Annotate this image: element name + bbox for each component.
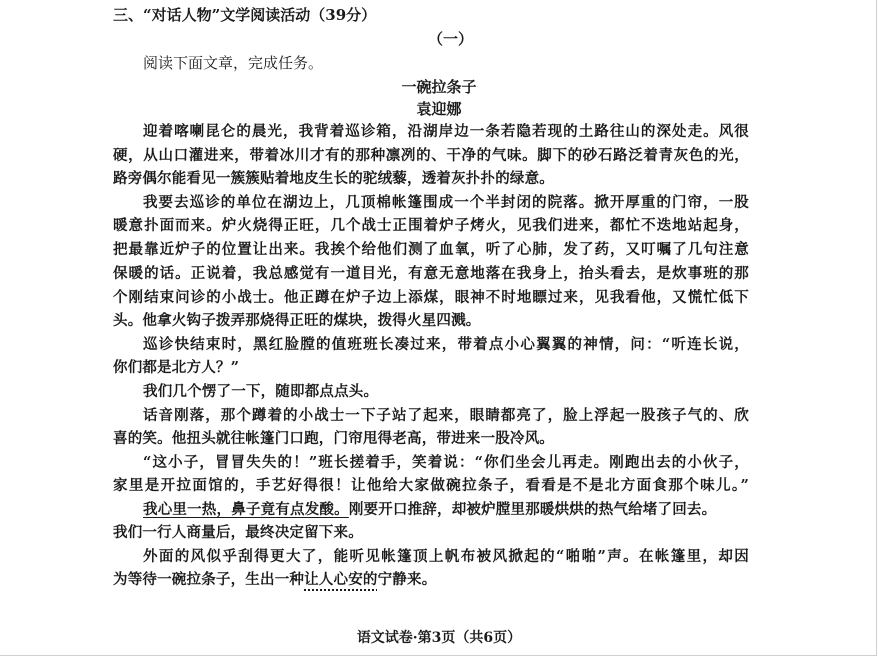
sentence-continuation: 刚要开口推辞，却被炉膛里那暖烘烘的热气给堵了回去。: [348, 501, 717, 518]
article-author: 袁迎娜: [416, 100, 462, 118]
article-line: 你们都是北方人？”: [113, 359, 240, 376]
article-line: 暖意扑面而来。炉火烧得正旺，几个战士正围着炉子烤火，见我们进来，都忙不迭地站起身，: [113, 217, 749, 234]
article-line-dotted: 为等待一碗拉条子，生出一种让人心安的宁静来。: [113, 571, 437, 588]
article-line: 保暖的话。正说着，我总感觉有一道目光，有意无意地落在我身上，抬头看去，是炊事班的那: [113, 265, 749, 282]
instruction-text: 阅读下面文章，完成任务。: [143, 54, 324, 72]
article-line: 迎着喀喇昆仑的晨光，我背着巡诊箱，沿湖岸边一条若隐若现的土路往山的深处走。风很: [143, 123, 749, 140]
article-line: “这小子，冒冒失失的！”班长搓着手，笑着说：“你们坐会儿再走。刚跑出去的小伙子，: [143, 454, 749, 471]
article-line: 巡诊快结束时，黑红脸膛的值班班长凑过来，带着点小心翼翼的神情，问：“听连长说，: [143, 336, 749, 353]
article-line: 外面的风似乎刮得更大了，能听见帐篷顶上帆布被风掀起的“啪啪”声。在帐篷里，却因: [143, 548, 749, 565]
dotted-phrase: 让人心安的: [304, 571, 378, 588]
article-title: 一碗拉条子: [401, 78, 477, 96]
underlined-sentence: 我心里一热，鼻子竟有点发酸。: [143, 501, 349, 518]
article-line: 喜的笑。他扭头就往帐篷门口跑，门帘甩得老高，带进来一股冷风。: [113, 430, 554, 447]
article-line: 硬，从山口灌进来，带着冰川才有的那种凛冽的、干净的气味。脚下的砂石路泛着青灰色的光，: [113, 147, 749, 164]
article-line: 路旁偶尔能看见一簇簇贴着地皮生长的驼绒藜，透着灰扑扑的绿意。: [113, 170, 554, 187]
article-line: 头。他拿火钩子拨弄那烧得正旺的煤块，拨得火星四溅。: [113, 312, 481, 329]
article-line: 我们一行人商量后，最终决定留下来。: [113, 524, 363, 541]
article-line: 我们几个愣了一下，随即都点点头。: [143, 383, 379, 400]
section-heading: 三、“对话人物”文学阅读活动（39分）: [113, 6, 377, 24]
article-line-underlined: [143, 498, 749, 519]
article-line: 我要去巡诊的单位在湖边上，几顶棉帐篷围成一个半封闭的院落。掀开厚重的门帘，一股: [143, 194, 749, 211]
article-line: 把最靠近炉子的位置让出来。我挨个给他们测了血氧，听了心肺，发了药，又叮嘱了几句注意: [113, 241, 749, 258]
page-footer: 语文试卷·第3页（共6页）: [356, 630, 522, 646]
article-line: 个刚结束问诊的小战士。他正蹲在炉子边上添煤，眼神不时地瞟过来，见我看他，又慌忙低下: [113, 289, 749, 306]
part-label: （一）: [428, 30, 474, 48]
article-line: 话音刚落，那个蹲着的小战士一下子站了起来，眼睛都亮了，脸上浮起一股孩子气的、欣: [143, 407, 749, 424]
article-line: 家里是开拉面馆的，手艺好得很！让他给大家做碗拉条子，看看是不是北方面食那个味儿。”: [113, 477, 749, 494]
